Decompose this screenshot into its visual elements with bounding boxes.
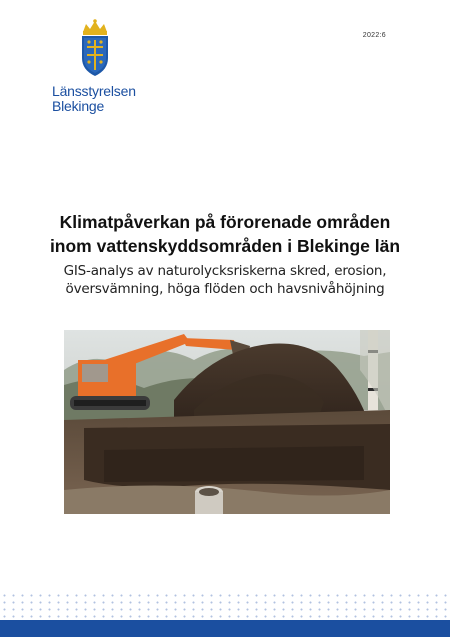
report-subtitle-line2: översvämning, höga flöden och havsnivåhöjning — [65, 281, 385, 297]
report-title-line2: inom vattenskyddsområden i Blekinge län — [49, 236, 401, 256]
cover-photo — [64, 330, 390, 514]
excavation-site-illustration — [64, 330, 390, 514]
organization-name-line2: Blekinge — [52, 98, 105, 114]
report-number: 2022:6 — [362, 32, 386, 39]
report-title-line1: Klimatpåverkan på förorenade områden — [59, 212, 391, 232]
decorative-dot-pattern — [0, 592, 450, 620]
organization-name-line1: Länsstyrelsen — [52, 83, 136, 99]
brand-footer-bar — [0, 620, 450, 637]
report-subtitle-line1: GIS-analys av naturolycksriskerna skred, erosion, — [63, 263, 387, 279]
report-title — [30, 210, 420, 258]
report-subtitle — [30, 262, 420, 298]
organization-name — [52, 84, 142, 114]
coat-of-arms-icon — [78, 18, 112, 80]
